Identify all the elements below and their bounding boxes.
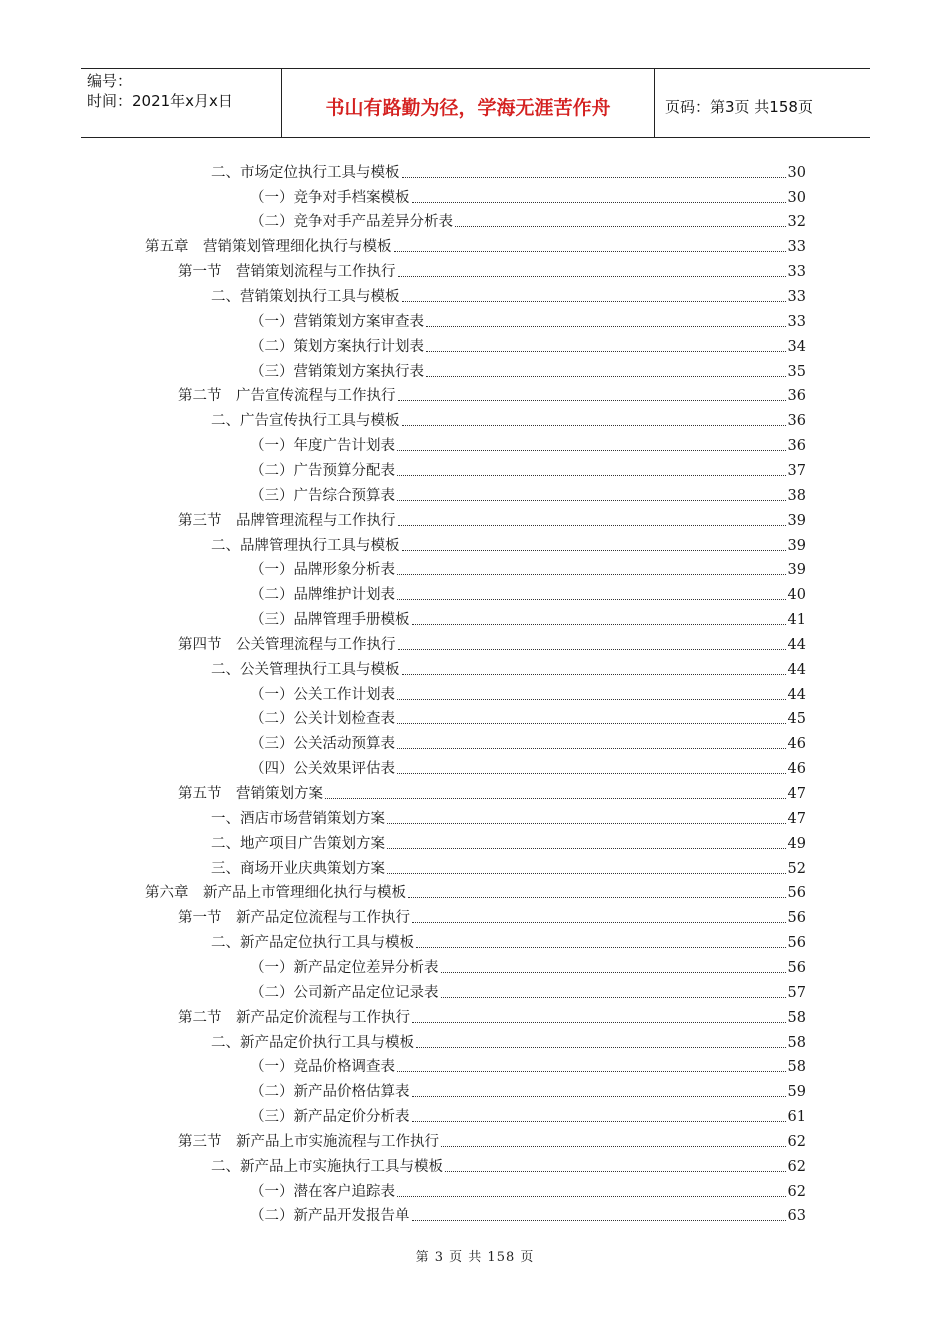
toc-leader-dots (397, 599, 786, 600)
toc-entry-title: 第一节 营销策划流程与工作执行 (178, 264, 396, 281)
toc-entry-title: （二）新产品开发报告单 (250, 1208, 410, 1225)
toc-entry-page: 46 (787, 736, 806, 753)
toc-entry-page: 47 (787, 810, 806, 827)
toc-entry-title: （一）品牌形象分析表 (250, 562, 395, 579)
toc-leader-dots (397, 1196, 786, 1197)
toc-entry[interactable] (250, 357, 806, 382)
toc-entry-page: 39 (787, 537, 806, 554)
toc-entry-page: 52 (787, 860, 806, 877)
header-motto: 书山有路勤为径，学海无涯苦作舟 (282, 69, 655, 137)
toc-entry[interactable] (211, 804, 806, 829)
toc-entry-title: （三）品牌管理手册模板 (250, 612, 410, 629)
toc-leader-dots (402, 550, 786, 551)
toc-leader-dots (426, 351, 786, 352)
toc-entry-page: 34 (787, 338, 806, 355)
toc-entry-page: 58 (787, 1009, 806, 1026)
toc-leader-dots (402, 177, 786, 178)
toc-entry-page: 35 (787, 363, 806, 380)
toc-leader-dots (441, 972, 786, 973)
toc-leader-dots (412, 1096, 786, 1097)
toc-entry-page: 39 (787, 512, 806, 529)
toc-entry-title: （一）竞品价格调查表 (250, 1059, 395, 1076)
toc-entry-title: 第三节 新产品上市实施流程与工作执行 (178, 1133, 439, 1150)
toc-entry-page: 59 (787, 1084, 806, 1101)
toc-leader-dots (387, 848, 786, 849)
toc-entry-title: 第一节 新产品定位流程与工作执行 (178, 910, 410, 927)
toc-entry-title: （三）广告综合预算表 (250, 487, 395, 504)
toc-entry-title: 第四节 公关管理流程与工作执行 (178, 636, 396, 653)
toc-entry[interactable] (178, 630, 806, 655)
toc-entry[interactable] (250, 183, 806, 208)
toc-leader-dots (412, 1022, 786, 1023)
toc-entry[interactable] (250, 1053, 806, 1078)
time-label: 时间：2021年x月x日 (87, 92, 233, 110)
toc-entry[interactable] (250, 580, 806, 605)
toc-entry-title: （三）公关活动预算表 (250, 736, 395, 753)
toc-entry[interactable] (178, 506, 806, 531)
toc-entry[interactable] (211, 531, 806, 556)
toc-leader-dots (398, 649, 786, 650)
toc-entry[interactable] (250, 1102, 806, 1127)
toc-entry-page: 44 (787, 686, 806, 703)
toc-entry[interactable] (250, 953, 806, 978)
header-meta (81, 69, 282, 137)
toc-entry-title: 二、品牌管理执行工具与模板 (211, 537, 400, 554)
toc-entry[interactable] (250, 556, 806, 581)
toc-entry-page: 30 (787, 164, 806, 181)
toc-entry-page: 39 (787, 562, 806, 579)
toc-entry[interactable] (250, 332, 806, 357)
toc-entry-page: 36 (787, 413, 806, 430)
toc-entry[interactable] (250, 208, 806, 233)
toc-entry-page: 58 (787, 1034, 806, 1051)
toc-entry-title: 第二节 广告宣传流程与工作执行 (178, 388, 396, 405)
toc-entry-title: 二、新产品上市实施执行工具与模板 (211, 1158, 443, 1175)
toc-entry-title: （四）公关效果评估表 (250, 761, 395, 778)
toc-entry-page: 40 (787, 587, 806, 604)
toc-entry-page: 38 (787, 487, 806, 504)
toc-entry-title: （二）新产品价格估算表 (250, 1084, 410, 1101)
serial-label: 编号： (87, 72, 133, 90)
toc-entry-page: 56 (787, 959, 806, 976)
toc-entry[interactable] (250, 481, 806, 506)
toc-leader-dots (412, 922, 786, 923)
toc-entry[interactable] (178, 779, 806, 804)
toc-entry-page: 47 (787, 786, 806, 803)
toc-entry-title: （一）竞争对手档案模板 (250, 189, 410, 206)
toc-entry-title: 第三节 品牌管理流程与工作执行 (178, 512, 396, 529)
toc-leader-dots (397, 699, 786, 700)
toc-leader-dots (416, 1047, 786, 1048)
toc-leader-dots (412, 202, 786, 203)
toc-leader-dots (416, 947, 786, 948)
toc-leader-dots (408, 897, 786, 898)
toc-leader-dots (398, 400, 786, 401)
toc-entry[interactable] (250, 1077, 806, 1102)
toc-entry-title: 第六章 新产品上市管理细化执行与模板 (145, 885, 406, 902)
toc-entry-page: 62 (787, 1133, 806, 1150)
toc-entry-title: 二、地产项目广告策划方案 (211, 835, 385, 852)
toc-entry-page: 56 (787, 885, 806, 902)
toc-entry-page: 37 (787, 462, 806, 479)
toc-entry[interactable] (250, 680, 806, 705)
toc-leader-dots (397, 748, 786, 749)
toc-entry-title: （一）潜在客户追踪表 (250, 1183, 395, 1200)
toc-entry-page: 44 (787, 636, 806, 653)
toc-entry-title: 二、新产品定价执行工具与模板 (211, 1034, 414, 1051)
toc-entry-title: （一）年度广告计划表 (250, 438, 395, 455)
toc-entry[interactable] (145, 879, 806, 904)
toc-entry-title: 第五章 营销策划管理细化执行与模板 (145, 239, 392, 256)
toc-leader-dots (402, 674, 786, 675)
toc-entry-page: 57 (787, 984, 806, 1001)
toc-leader-dots (426, 326, 786, 327)
toc-entry[interactable] (211, 1152, 806, 1177)
toc-entry[interactable] (250, 730, 806, 755)
toc-leader-dots (397, 450, 786, 451)
toc-entry[interactable] (250, 1177, 806, 1202)
toc-entry-title: 第二节 新产品定价流程与工作执行 (178, 1009, 410, 1026)
toc-leader-dots (325, 798, 786, 799)
toc-entry-title: （三）营销策划方案执行表 (250, 363, 424, 380)
toc-entry[interactable] (250, 605, 806, 630)
toc-entry[interactable] (211, 655, 806, 680)
toc-entry-title: （一）新产品定位差异分析表 (250, 959, 439, 976)
toc-leader-dots (397, 723, 786, 724)
toc-entry-title: 二、公关管理执行工具与模板 (211, 661, 400, 678)
toc-entry-page: 63 (787, 1208, 806, 1225)
toc-entry-title: （二）品牌维护计划表 (250, 587, 395, 604)
toc-leader-dots (387, 873, 786, 874)
toc-leader-dots (398, 525, 786, 526)
toc-entry[interactable] (211, 928, 806, 953)
toc-leader-dots (397, 500, 786, 501)
header-page-info: 页码：第3页 共158页 (665, 97, 813, 116)
toc-entry-title: 二、新产品定位执行工具与模板 (211, 935, 414, 952)
toc-entry-page: 33 (787, 264, 806, 281)
toc-leader-dots (402, 425, 786, 426)
toc-entry-title: 二、营销策划执行工具与模板 (211, 289, 400, 306)
toc-entry-page: 36 (787, 438, 806, 455)
toc-entry-title: 二、市场定位执行工具与模板 (211, 164, 400, 181)
toc-entry-page: 41 (787, 612, 806, 629)
toc-entry[interactable] (211, 1028, 806, 1053)
toc-entry-page: 32 (787, 214, 806, 231)
toc-entry-title: 一、酒店市场营销策划方案 (211, 810, 385, 827)
toc-entry[interactable] (250, 456, 806, 481)
toc-entry[interactable] (178, 1003, 806, 1028)
toc-entry-page: 46 (787, 761, 806, 778)
toc-entry-page: 30 (787, 189, 806, 206)
toc-leader-dots (412, 1121, 786, 1122)
toc-leader-dots (445, 1171, 786, 1172)
toc-entry-title: （一）营销策划方案审查表 (250, 313, 424, 330)
toc-entry-title: 第五节 营销策划方案 (178, 786, 323, 803)
toc-entry-title: （三）新产品定价分析表 (250, 1109, 410, 1126)
toc-leader-dots (402, 301, 786, 302)
toc-entry-page: 56 (787, 910, 806, 927)
toc-leader-dots (397, 475, 786, 476)
toc-entry[interactable] (250, 754, 806, 779)
toc-leader-dots (398, 276, 786, 277)
toc-entry[interactable] (250, 307, 806, 332)
toc-entry-page: 62 (787, 1158, 806, 1175)
toc-entry[interactable] (211, 854, 806, 879)
toc-leader-dots (387, 823, 786, 824)
toc-entry[interactable] (211, 407, 806, 432)
toc-entry-title: 二、广告宣传执行工具与模板 (211, 413, 400, 430)
toc-entry[interactable] (250, 431, 806, 456)
toc-entry-title: （二）竞争对手产品差异分析表 (250, 214, 453, 231)
toc-leader-dots (397, 1071, 786, 1072)
toc-entry[interactable] (250, 1202, 806, 1227)
toc-entry-title: （二）策划方案执行计划表 (250, 338, 424, 355)
toc-leader-dots (397, 773, 786, 774)
toc-leader-dots (412, 624, 786, 625)
toc-entry-page: 58 (787, 1059, 806, 1076)
toc-entry-title: （一）公关工作计划表 (250, 686, 395, 703)
toc-entry-title: 三、商场开业庆典策划方案 (211, 860, 385, 877)
toc-entry-page: 33 (787, 289, 806, 306)
toc-entry[interactable] (211, 282, 806, 307)
toc-entry-page: 33 (787, 313, 806, 330)
toc-entry-page: 33 (787, 239, 806, 256)
page-header (81, 68, 870, 138)
toc-entry-page: 61 (787, 1109, 806, 1126)
toc-entry[interactable] (178, 904, 806, 929)
page-footer: 第 3 页 共 158 页 (415, 1250, 535, 1265)
toc-leader-dots (412, 1220, 786, 1221)
toc-entry[interactable] (211, 158, 806, 183)
toc-entry-page: 56 (787, 935, 806, 952)
toc-entry-page: 45 (787, 711, 806, 728)
toc-entry[interactable] (211, 829, 806, 854)
toc-entry-title: （二）公关计划检查表 (250, 711, 395, 728)
toc-entry-page: 36 (787, 388, 806, 405)
toc-entry-page: 44 (787, 661, 806, 678)
toc-leader-dots (397, 574, 786, 575)
toc-entry[interactable] (250, 978, 806, 1003)
toc-entry-page: 49 (787, 835, 806, 852)
toc-entry[interactable] (178, 382, 806, 407)
toc-entry-page: 62 (787, 1183, 806, 1200)
toc-entry[interactable] (145, 233, 806, 258)
toc-entry[interactable] (178, 1127, 806, 1152)
toc-entry-title: （二）广告预算分配表 (250, 462, 395, 479)
toc-leader-dots (394, 251, 786, 252)
toc-leader-dots (441, 997, 786, 998)
toc-leader-dots (426, 376, 786, 377)
toc-entry[interactable] (250, 705, 806, 730)
toc-entry[interactable] (178, 257, 806, 282)
toc-leader-dots (441, 1146, 786, 1147)
toc-entry-title: （二）公司新产品定位记录表 (250, 984, 439, 1001)
toc-leader-dots (455, 226, 786, 227)
